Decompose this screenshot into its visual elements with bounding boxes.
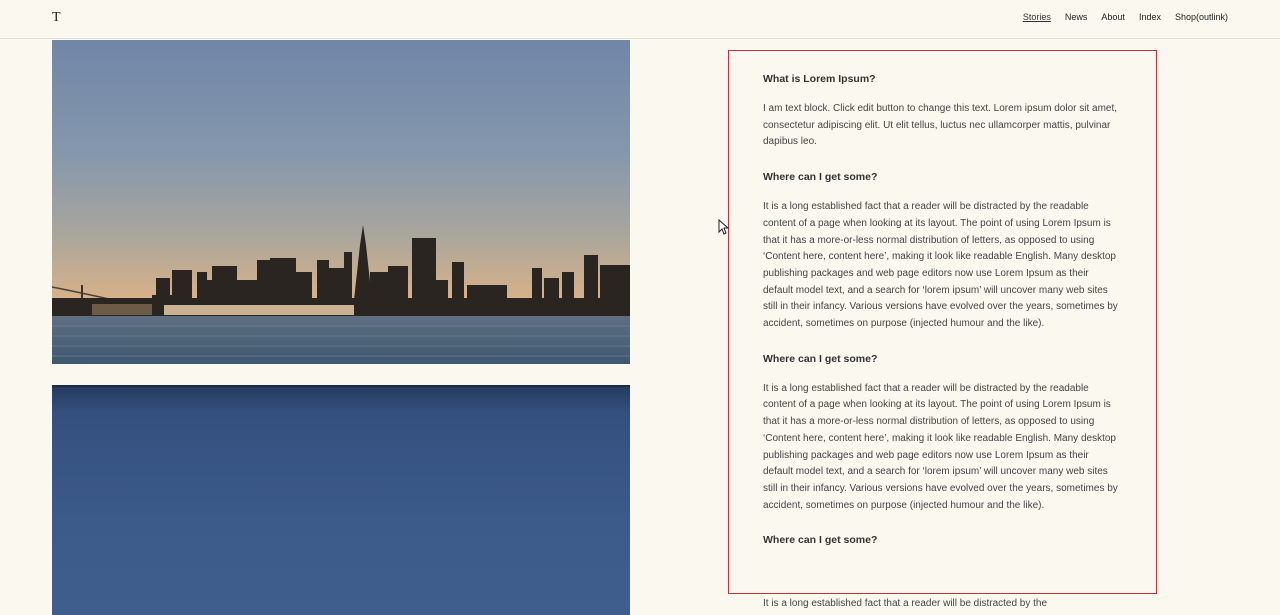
nav-shop[interactable]: Shop(outlink) xyxy=(1174,12,1228,22)
site-logo[interactable]: T xyxy=(52,10,61,25)
skyline-image xyxy=(52,40,630,364)
block-heading: Where can I get some? xyxy=(763,534,878,547)
block-paragraph: It is a long established fact that a reader will be distracted by the readable content of a page when looking at its layout. The point of using Lorem Ipsum is that it has a more-or-less normal distribution of letters, as opposed to using ‘Content here, content here’, making it look like readable English. Many desktop publishing packages and web page editors now use Lorem Ipsum as their default model text, and a search for ‘lorem ipsum’ will uncover many web sites still in their infancy. Various versions have evolved over the years, sometimes by accident, sometimes on purpose (injected humour and the like). xyxy=(763,382,1118,511)
skyline-photo xyxy=(52,40,630,364)
block-heading: Where can I get some? xyxy=(763,352,878,365)
block-paragraph: It is a long established fact that a reader will be distracted by the readable content of a page when looking at its layout. The point of using Lorem Ipsum is that it has a more-or-less normal distribution of letters, as opposed to using ‘Content here, content here’, making it look like readable English. Many desktop publishing packages and web page editors now use Lorem Ipsum as their default model text, and a search for ‘lorem ipsum’ will uncover many web sites still in their infancy. Various versions have evolved over the years, sometimes by accident, sometimes on purpose (injected humour and the like). xyxy=(763,201,1118,330)
image-edge xyxy=(52,385,630,387)
block-paragraph: I am text block. Click edit button to change this text. Lorem ipsum dolor sit amet, consectetur adipiscing elit. Ut elit tellus, luctus nec ullamcorper mattis, pulvinar dapibus leo. xyxy=(763,103,1118,148)
blue-sky-image xyxy=(52,385,630,615)
block-heading: What is Lorem Ipsum? xyxy=(763,73,876,85)
selected-text-block[interactable] xyxy=(728,50,1157,594)
overflow-paragraph: It is a long established fact that a reader will be distracted by the xyxy=(763,598,1048,609)
nav-index[interactable]: Index xyxy=(1138,12,1161,22)
site-header xyxy=(0,0,1280,39)
text-content xyxy=(763,73,1119,562)
nav-stories[interactable]: Stories xyxy=(1022,12,1051,22)
main-nav xyxy=(1023,12,1228,22)
nav-about[interactable]: About xyxy=(1101,12,1125,22)
mouse-cursor-icon xyxy=(718,219,730,240)
nav-news[interactable]: News xyxy=(1064,12,1088,22)
block-heading: Where can I get some? xyxy=(763,171,878,184)
